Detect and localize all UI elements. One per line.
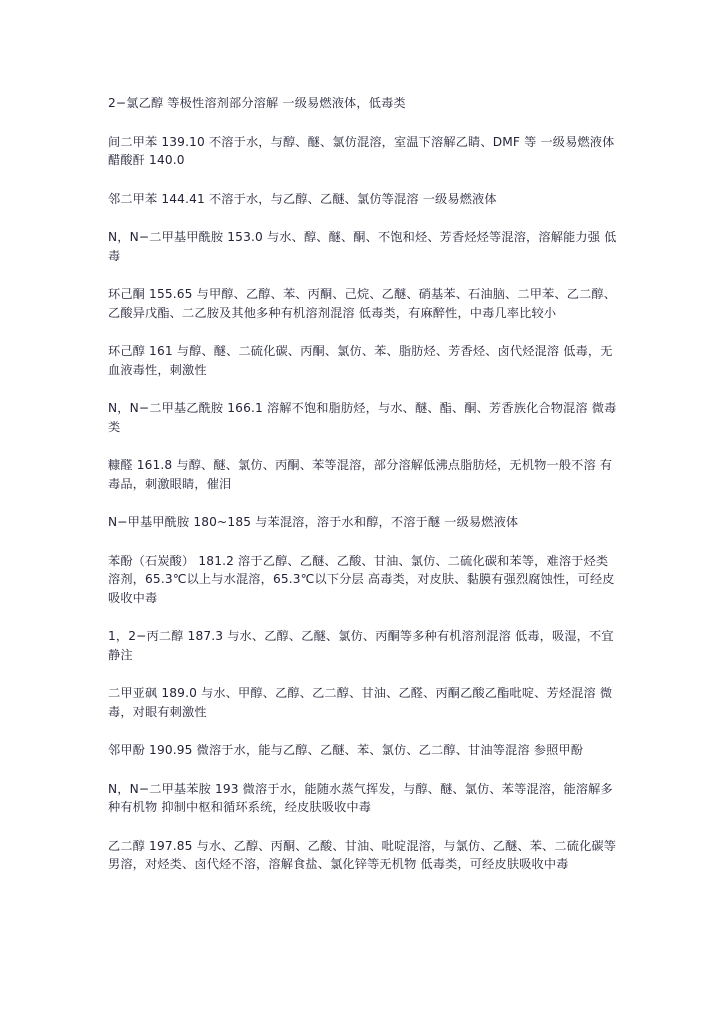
solvent-entry (108, 780, 618, 817)
solvent-entry (108, 741, 618, 760)
solvent-entry (108, 133, 618, 170)
entry-line: 1，2−丙二醇 187.3 与水、乙醇、乙醚、氯仿、丙酮等多种有机溶剂混溶 低毒，吸湿，不宜静注 (108, 629, 614, 662)
solvent-entry (108, 513, 618, 532)
entry-line: N，N−二甲基甲酰胺 153.0 与水、醇、醚、酮、不饱和烃、芳香烃烃等混溶，溶解能力强 低毒 (108, 230, 617, 263)
entry-line: 邻二甲苯 144.41 不溶于水，与乙醇、乙醚、氯仿等混溶 一级易燃液体 (108, 191, 497, 206)
entry-line: N，N−二甲基乙酰胺 166.1 溶解不饱和脂肪烃，与水、醚、酯、酮、芳香族化合物混溶 微毒类 (108, 401, 617, 434)
solvent-entry (108, 190, 618, 209)
entry-line: 乙二醇 197.85 与水、乙醇、丙酮、乙酸、甘油、吡啶混溶，与氯仿、乙醚、苯、二硫化碳等男溶，对烃类、卤代烃不溶，溶解食盐、氯化锌等无机物 低毒类，可经皮肤吸收中毒 (108, 838, 617, 871)
solvent-entry (108, 684, 618, 721)
entry-line: 糠醛 161.8 与醇、醚、氯仿、丙酮、苯等混溶，部分溶解低沸点脂肪烃，无机物一般不溶 有毒品，刺激眼睛，催泪 (108, 458, 613, 491)
entry-line: 2−氯乙醇 等极性溶剂部分溶解 一级易燃液体，低毒类 (108, 96, 406, 110)
entry-line: 邻甲酚 190.95 微溶于水，能与乙醇、乙醚、苯、氯仿、乙二醇、甘油等混溶 参照甲酚 (108, 743, 584, 757)
solvent-entry (108, 456, 618, 493)
solvent-entry (108, 342, 618, 379)
solvent-entry (108, 94, 618, 113)
entry-line: 醋酸酐 140.0 (108, 153, 185, 167)
solvent-entry (108, 228, 618, 265)
solvent-entry (108, 552, 618, 608)
entry-line: 苯酚（石炭酸） 181.2 溶于乙醇、乙醚、乙酸、甘油、氯仿、二硫化碳和苯等，难溶于烃类溶剂，65.3℃以上与水混溶，65.3℃以下分层 高毒类，对皮肤、黏膜有强烈腐蚀性，可经皮吸收中毒 (108, 553, 615, 605)
solvent-entry (108, 399, 618, 436)
entry-line: 二甲亚砜 189.0 与水、甲醇、乙醇、乙二醇、甘油、乙醛、丙酮乙酸乙酯吡啶、芳烃混溶 微毒，对眼有刺激性 (108, 686, 613, 719)
solvent-entry (108, 285, 618, 322)
entry-line: 间二甲苯 139.10 不溶于水，与醇、醚、氯仿混溶，室温下溶解乙睛、DMF 等 一级易燃液体 (108, 134, 615, 149)
entry-line: 环己酮 155.65 与甲醇、乙醇、苯、丙酮、己烷、乙醚、硝基苯、石油脑、二甲苯、乙二醇、乙酸异戊酯、二乙胺及其他多种有机溶剂混溶 低毒类，有麻醉性，中毒几率比较小 (108, 287, 617, 320)
entry-line: 环己醇 161 与醇、醚、二硫化碳、丙酮、氯仿、苯、脂肪烃、芳香烃、卤代烃混溶 低毒，无血液毒性，刺激性 (108, 344, 613, 377)
solvent-entry (108, 837, 618, 874)
document-page (108, 94, 618, 894)
entry-line: N，N−二甲基苯胺 193 微溶于水，能随水蒸气挥发，与醇、醚、氯仿、苯等混溶，能溶解多种有机物 抑制中枢和循环系统，经皮肤吸收中毒 (108, 781, 613, 814)
entry-line: N−甲基甲酰胺 180~185 与苯混溶，溶于水和醇，不溶于醚 一级易燃液体 (108, 515, 519, 529)
solvent-entry (108, 627, 618, 664)
